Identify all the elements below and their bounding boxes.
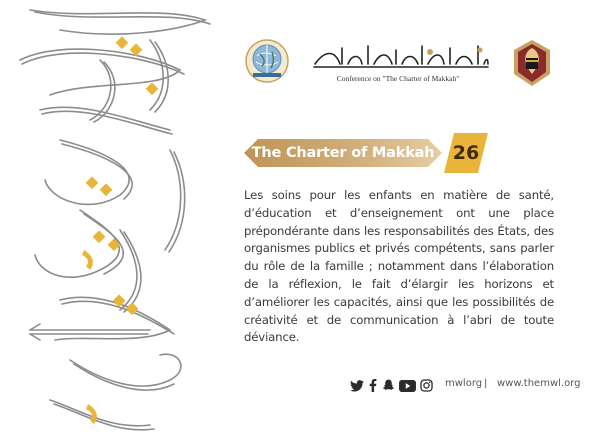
title-row [244,133,504,173]
footer [350,376,581,396]
calligraphy-artwork [0,0,220,440]
header-logos [244,38,560,96]
mwl-globe-logo [244,38,290,84]
social-handle[interactable]: mwlorg [445,378,483,389]
youtube-icon[interactable] [399,379,416,397]
conference-logo [300,38,496,96]
body-paragraph: Les soins pour les enfants en matière de santé, d’éducation et d’enseignement ont une place prépondérante dans les responsabilités des États, des organismes publics et privés compétents, sans parler du rôle de la famille ; notamment dans l’élaboration de la réflexion, le fait d’élargir les horizons et d’améliorer les capacités, ainsi que les possibilités de créativité et de communication à l’abri de toute déviance. [244,188,554,345]
instagram-icon[interactable] [420,379,433,397]
kaaba-emblem-logo [510,38,554,88]
footer-separator: | [484,378,488,389]
item-number: 26 [452,142,480,164]
facebook-icon[interactable] [369,379,377,397]
title-label: The Charter of Makkah [251,145,435,161]
website-link[interactable]: www.themwl.org [497,378,581,389]
calligraphy-decoration [0,0,220,440]
arabic-title-mark [310,40,490,72]
conference-label: Conference on "The Charter of Makkah" [336,74,460,83]
twitter-icon[interactable] [350,379,364,397]
snapchat-icon[interactable] [382,379,395,397]
title-banner [244,139,442,167]
